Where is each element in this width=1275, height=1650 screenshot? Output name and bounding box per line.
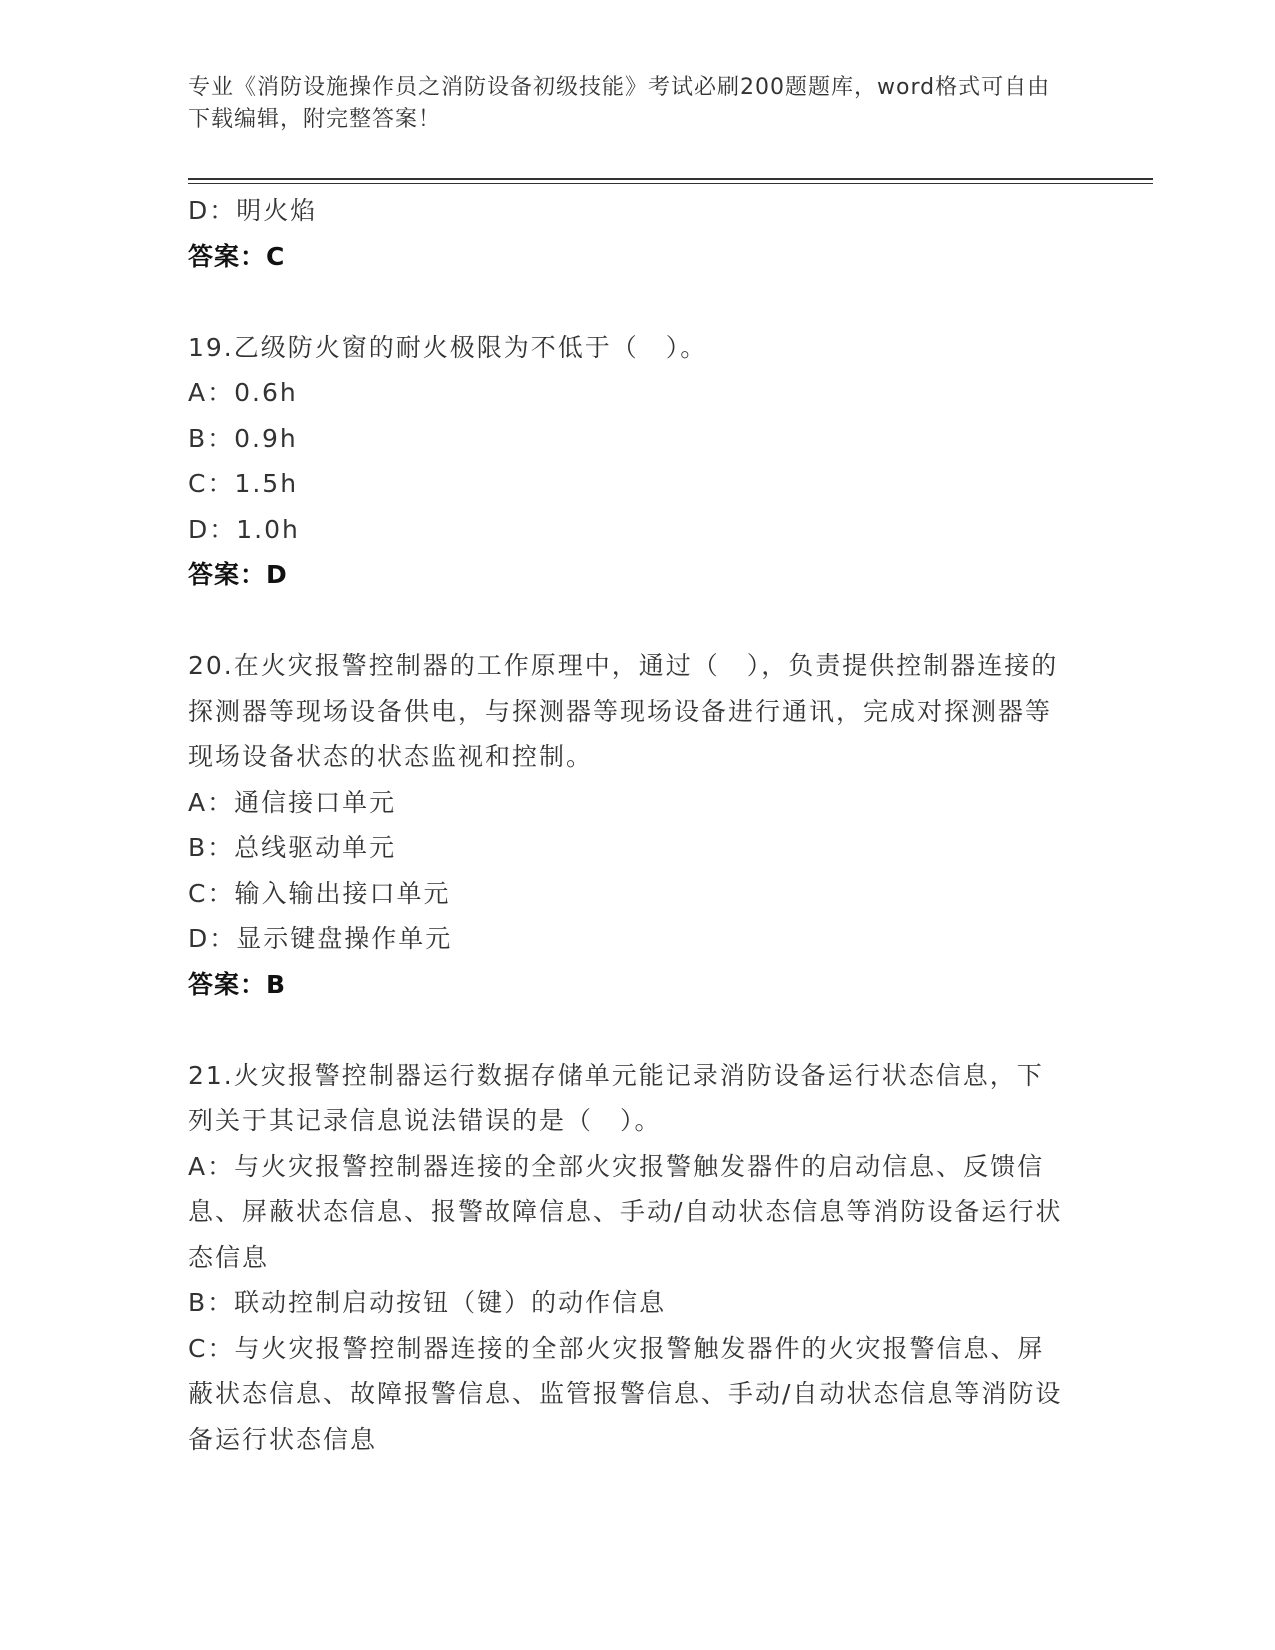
option-c: C：1.5h [188, 469, 299, 498]
option-a: A：与火灾报警控制器连接的全部火灾报警触发器件的启动信息、反馈信息、屏蔽状态信息、报警故障信息、手动/自动状态信息等消防设备运行状态信息 [188, 1151, 1063, 1272]
option-a: A：0.6h [188, 378, 298, 407]
document-header: 专业《消防设施操作员之消防设备初级技能》考试必刷200题题库，word格式可自由下载编辑，附完整答案！ [188, 75, 1051, 132]
option-d: D：1.0h [188, 514, 300, 544]
option-b: B：联动控制启动按钮（键）的动作信息 [188, 1288, 667, 1317]
question-stem: 21.火灾报警控制器运行数据存储单元能记录消防设备运行状态信息，下列关于其记录信息说法错误的是（ ）。 [188, 1060, 1044, 1135]
header-divider [188, 178, 1153, 184]
option-d: D：显示键盘操作单元 [188, 924, 453, 953]
question-21 [188, 1053, 1068, 1463]
question-19 [188, 325, 1068, 598]
question-20 [188, 643, 1068, 1007]
question-stem: 19.乙级防火窗的耐火极限为不低于（ ）。 [188, 332, 708, 362]
answer-label: 答案：C [188, 241, 286, 271]
option-c: C：输入输出接口单元 [188, 878, 451, 908]
option-d: D：明火焰 [188, 196, 318, 225]
answer-label: 答案：D [188, 560, 288, 589]
document-body [188, 188, 1068, 1462]
option-c: C：与火灾报警控制器连接的全部火灾报警触发器件的火灾报警信息、屏蔽状态信息、故障报警信息、监管报警信息、手动/自动状态信息等消防设备运行状态信息 [188, 1333, 1063, 1454]
question-stem: 20.在火灾报警控制器的工作原理中，通过（ ），负责提供控制器连接的探测器等现场设备供电，与探测器等现场设备进行通讯，完成对探测器等现场设备状态的状态监视和控制。 [188, 651, 1059, 771]
option-b: B：0.9h [188, 423, 298, 453]
option-b: B：总线驱动单元 [188, 833, 397, 862]
answer-label: 答案：B [188, 969, 287, 999]
option-a: A：通信接口单元 [188, 787, 397, 817]
